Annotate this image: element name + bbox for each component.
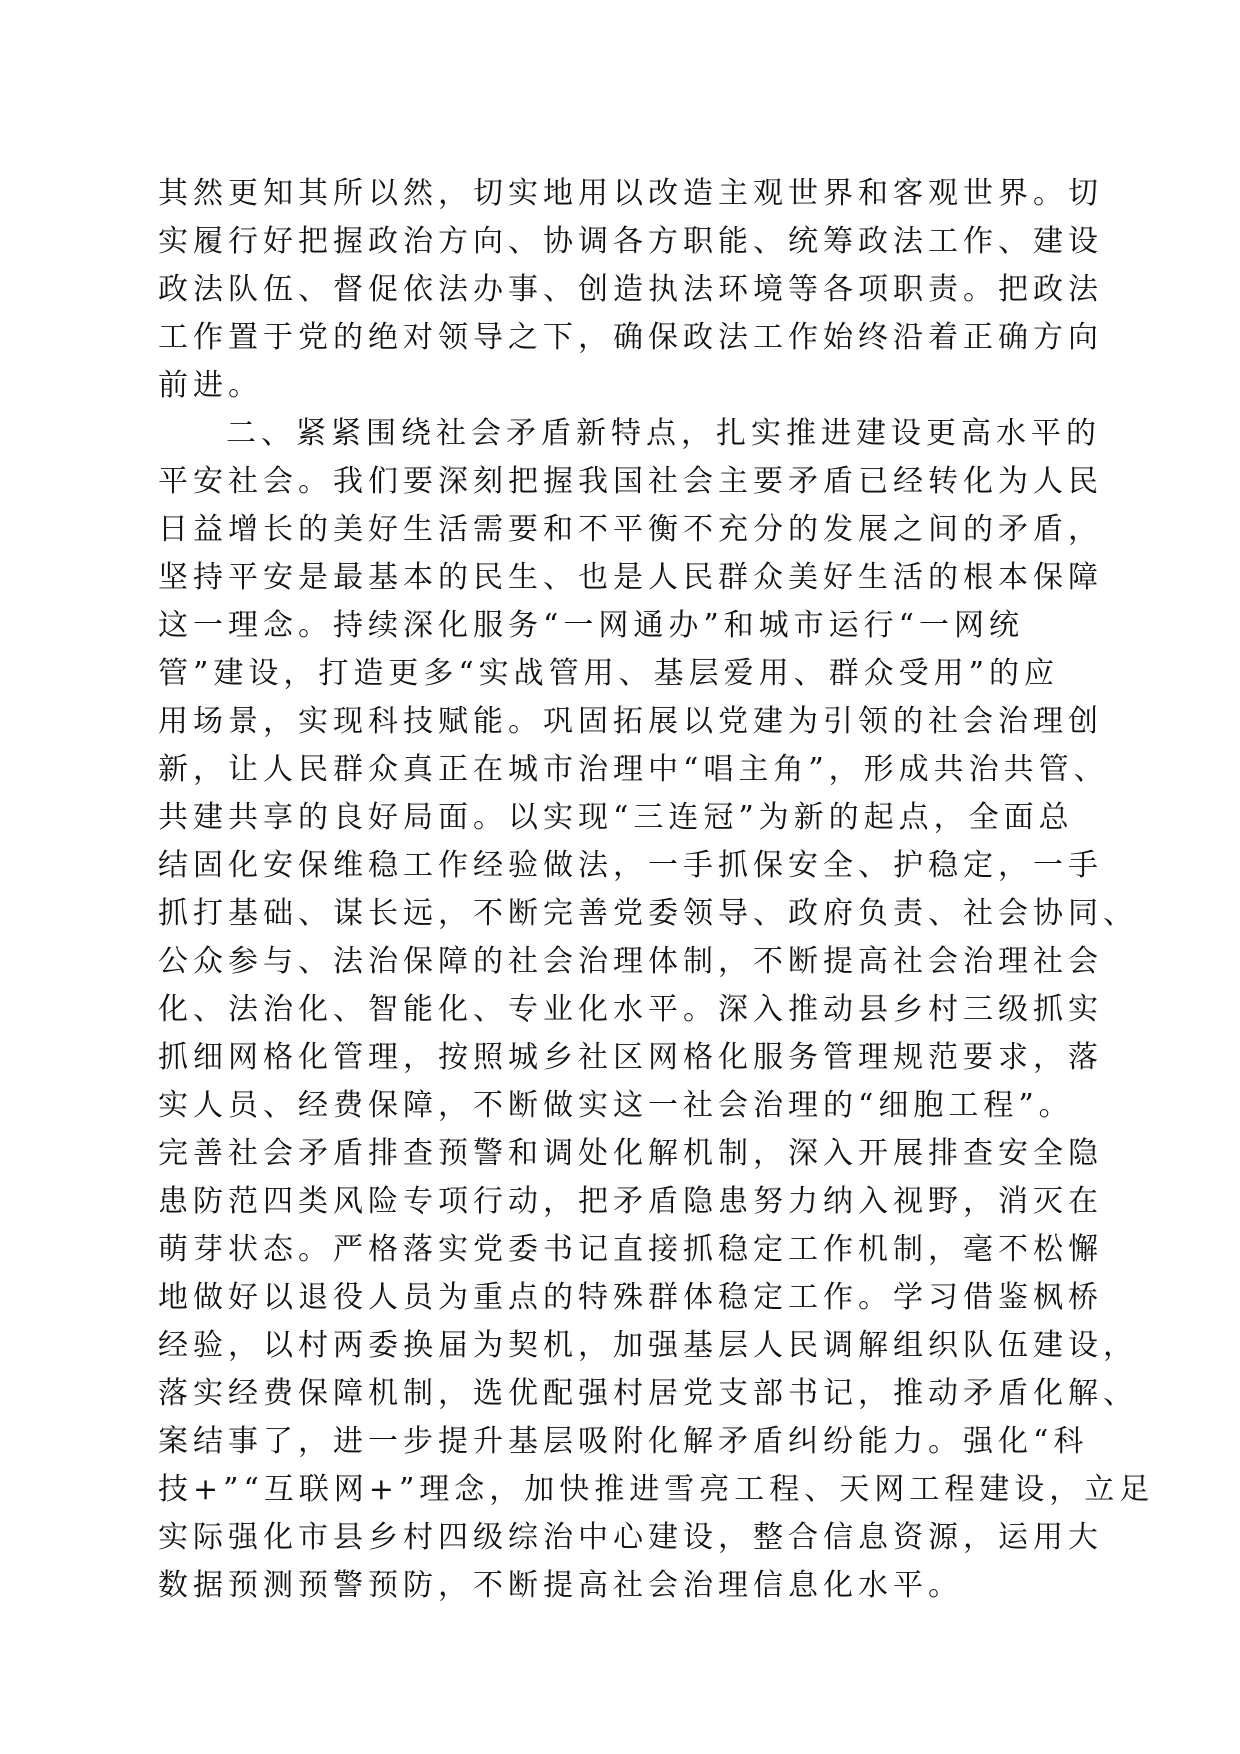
text-line: 实履行好把握政治方向、协调各方职能、统筹政法工作、建设 [158,224,1103,259]
text-line: 完善社会矛盾排查预警和调处化解机制，深入开展排查安全隐 [158,1136,1103,1171]
text-line: 经验，以村两委换届为契机，加强基层人民调解组织队伍建设， [158,1328,1138,1363]
text-line: 抓细网格化管理，按照城乡社区网格化服务管理规范要求，落 [158,1040,1103,1075]
text-line-first: 二、紧紧围绕社会矛盾新特点，扎实推进建设更高水平的 [226,416,1101,451]
text-line: 新，让人民群众真正在城市治理中“唱主角”，形成共治共管、 [158,752,1109,787]
text-line: 抓打基础、谋长远，不断完善党委领导、政府负责、社会协同、 [158,896,1138,931]
text-line: 共建共享的良好局面。以实现“三连冠”为新的起点，全面总 [158,800,1074,835]
text-line: 萌芽状态。严格落实党委书记直接抓稳定工作机制，毫不松懈 [158,1232,1103,1267]
text-line: 其然更知其所以然，切实地用以改造主观世界和客观世界。切 [158,176,1103,211]
text-line: 公众参与、法治保障的社会治理体制，不断提高社会治理社会 [158,944,1103,979]
text-line: 这一理念。持续深化服务“一网通办”和城市运行“一网统 [158,608,1025,643]
text-line: 案结事了，进一步提升基层吸附化解矛盾纠纷能力。强化“科 [158,1424,1089,1459]
text-line: 数据预测预警预防，不断提高社会治理信息化水平。 [158,1568,963,1603]
text-line: 实人员、经费保障，不断做实这一社会治理的“细胞工程”。 [158,1088,1074,1123]
text-line: 坚持平安是最基本的民生、也是人民群众美好生活的根本保障 [158,560,1103,595]
text-line: 平安社会。我们要深刻把握我国社会主要矛盾已经转化为人民 [158,464,1103,499]
text-line: 政法队伍、督促依法办事、创造执法环境等各项职责。把政法 [158,272,1103,307]
text-line: 患防范四类风险专项行动，把矛盾隐患努力纳入视野，消灭在 [158,1184,1103,1219]
text-line: 用场景，实现科技赋能。巩固拓展以党建为引领的社会治理创 [158,704,1103,739]
text-line: 化、法治化、智能化、专业化水平。深入推动县乡村三级抓实 [158,992,1103,1027]
text-line: 技+”“互联网+”理念，加快推进雪亮工程、天网工程建设，立足 [158,1472,1155,1507]
document-body [158,170,1155,1610]
text-line: 落实经费保障机制，选优配强村居党支部书记，推动矛盾化解、 [158,1376,1138,1411]
text-line: 地做好以退役人员为重点的特殊群体稳定工作。学习借鉴枫桥 [158,1280,1103,1315]
text-line: 管”建设，打造更多“实战管用、基层爱用、群众受用”的应 [158,656,1060,691]
paragraph-1 [158,170,1103,410]
text-line: 工作置于党的绝对领导之下，确保政法工作始终沿着正确方向 [158,320,1103,355]
text-line: 结固化安保维稳工作经验做法，一手抓保安全、护稳定，一手 [158,848,1103,883]
text-line: 日益增长的美好生活需要和不平衡不充分的发展之间的矛盾， [158,512,1103,547]
text-line: 实际强化市县乡村四级综治中心建设，整合信息资源，运用大 [158,1520,1103,1555]
text-line: 前进。 [158,368,263,403]
paragraph-2 [158,410,1155,1610]
